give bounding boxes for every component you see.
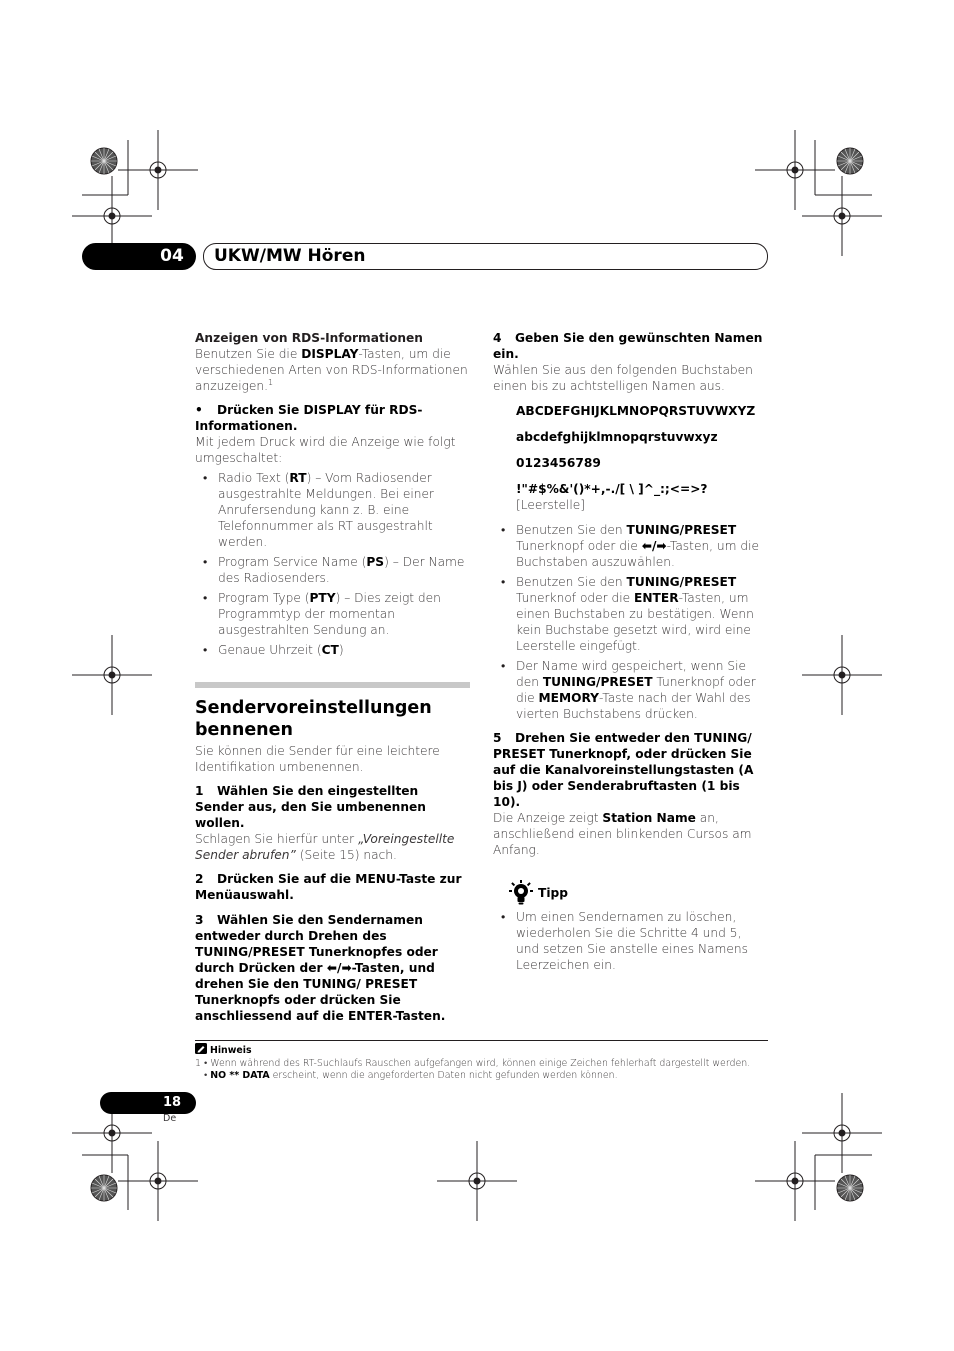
step-1-desc: Schlagen Sie hierfür unter „Voreingestellte Sender abrufen” (Seite 15) nach. [195,832,455,862]
rds-bullet-instruction: • Drücken Sie DISPLAY für RDS-Informationen. [195,403,423,433]
section-divider [195,682,470,688]
rds-bullet-desc: Mit jedem Druck wird die Anzeige wie folgt umgeschaltet: [195,435,456,465]
crosshair-mark-icon [755,1141,835,1221]
step-5: 5 Drehen Sie entweder den TUNING/ PRESET Tunerknopf, oder drücken Sie auf die Kanalvoreinstellungstasten (A bis J) oder Senderabruftasten (1 bis 10). [493,731,754,809]
list-item: • Benutzen Sie den TUNING/PRESET Tunerknof oder die ENTER-Tasten, um einen Buchstaben zu bestätigen. Wenn kein Buchstabe gesetzt wird, wird eine Leerstelle eingefügt. [493,574,768,654]
step-3: 3 Wählen Sie den Sendernamen entweder durch Drehen des TUNING/PRESET Tunerknopfes oder durch Drücken der ⬅/➡-Tasten, und drehen Sie den TUNING/ PRESET Tunerknopfs oder drücken Sie anschliessend auf die ENTER-Tasten. [195,913,446,1023]
chapter-number: 04 [160,246,184,266]
notes-label: Hinweis [210,1045,252,1056]
list-item: • Benutzen Sie den TUNING/PRESET Tunerknopf oder die ⬅/➡-Tasten, um die Buchstaben auszuwählen. [493,522,768,570]
color-star-mark-icon [837,1175,863,1201]
section-title: Sendervoreinstellungen bennenen [195,698,432,740]
page-language: De [163,1113,177,1124]
color-star-mark-icon [837,148,863,174]
step-1: 1 Wählen Sie den eingestellten Sender aus, den Sie umbenennen wollen. [195,784,426,830]
section-intro: Sie können die Sender für eine leichtere Identifikation umbenennen. [195,744,440,774]
list-item: • Genaue Uhrzeit (CT) [195,642,470,658]
rds-intro: Benutzen Sie die DISPLAY-Tasten, um die verschiedenen Arten von RDS-Informationen anzuzeigen.$^1$ [195,347,468,393]
notes-rule [195,1040,768,1041]
pencil-note-icon [195,1043,207,1054]
notes-box [195,1043,768,1083]
chars-digits: 0123456789 [516,456,601,470]
color-star-mark-icon [91,1175,117,1201]
list-item: • Radio Text (RT) – Vom Radiosender ausgestrahlte Meldungen. Bei einer Anrufersendung kann z. B. eine Telefonnummer als RT ausgestrahlt werden. [195,470,470,550]
crosshair-mark-icon [118,130,198,210]
tip-list [493,909,768,973]
arrow-keys-icon: ⬅/➡ [641,539,667,553]
list-item: • Um einen Sendernamen zu löschen, wiederholen Sie die Schritte 4 und 5, und setzen Sie anstelle eines Namens Leerzeichen ein. [493,909,768,973]
footnote-2: • NO ** DATA erscheint, wenn die angeforderten Daten nicht gefunden werden können. [204,1070,618,1081]
list-item: • Der Name wird gespeichert, wenn Sie den TUNING/PRESET Tunerknopf oder die MEMORY-Taste nach der Wahl des vierten Buchstabens drücken. [493,658,768,722]
step-2: 2 Drücken Sie auf die MENU-Taste zur Menüauswahl. [195,872,462,902]
step-5-desc: Die Anzeige zeigt Station Name an, anschließend einen blinkenden Cursos am Anfang. [493,811,752,857]
chars-symbols: !"#$%&'()*+,-./[ \ ]^_:;<=>? [Leerstelle] [516,482,708,512]
right-column [493,330,768,973]
step-4: 4 Geben Sie den gewünschten Namen ein. [493,331,763,361]
page-number: 18 [162,1095,182,1110]
color-star-mark-icon [91,148,117,174]
crosshair-mark-icon [118,1141,198,1221]
chapter-title: UKW/MW Hören [214,246,366,266]
footnote-ref: 1 [268,377,274,387]
crosshair-mark-icon [802,176,882,256]
crosshair-mark-icon [802,1093,882,1173]
tip-label: Tipp [538,886,568,900]
crosshair-mark-icon [437,1141,517,1221]
lightbulb-icon [509,880,533,906]
crosshair-mark-icon [802,635,882,715]
rds-heading: Anzeigen von RDS-Informationen [195,331,423,345]
crosshair-mark-icon [72,635,152,715]
step-4-desc: Wählen Sie aus den folgenden Buchstaben einen bis zu achtstelligen Namen aus. [493,363,753,393]
footnote-1: 1 • Wenn während des RT-Suchlaufs Rauschen aufgefangen wird, können einige Zeichen fehlerhaft dargestellt werden. [195,1057,751,1069]
rds-mode-list [195,470,470,658]
left-column [195,330,470,1024]
tip-header [493,880,768,908]
list-item: • Program Type (PTY) – Dies zeigt den Programmtyp der momentan ausgestrahlten Sendung an. [195,590,470,638]
chars-upper: ABCDEFGHIJKLMNOPQRSTUVWXYZ [516,404,756,418]
crosshair-mark-icon [755,130,835,210]
arrow-keys-icon: ⬅/➡ [326,961,352,975]
naming-tips-list [493,522,768,722]
chars-lower: abcdefghijklmnopqrstuvwxyz [516,430,718,444]
list-item: • Program Service Name (PS) – Der Name des Radiosenders. [195,554,470,586]
notes-header [195,1043,768,1058]
